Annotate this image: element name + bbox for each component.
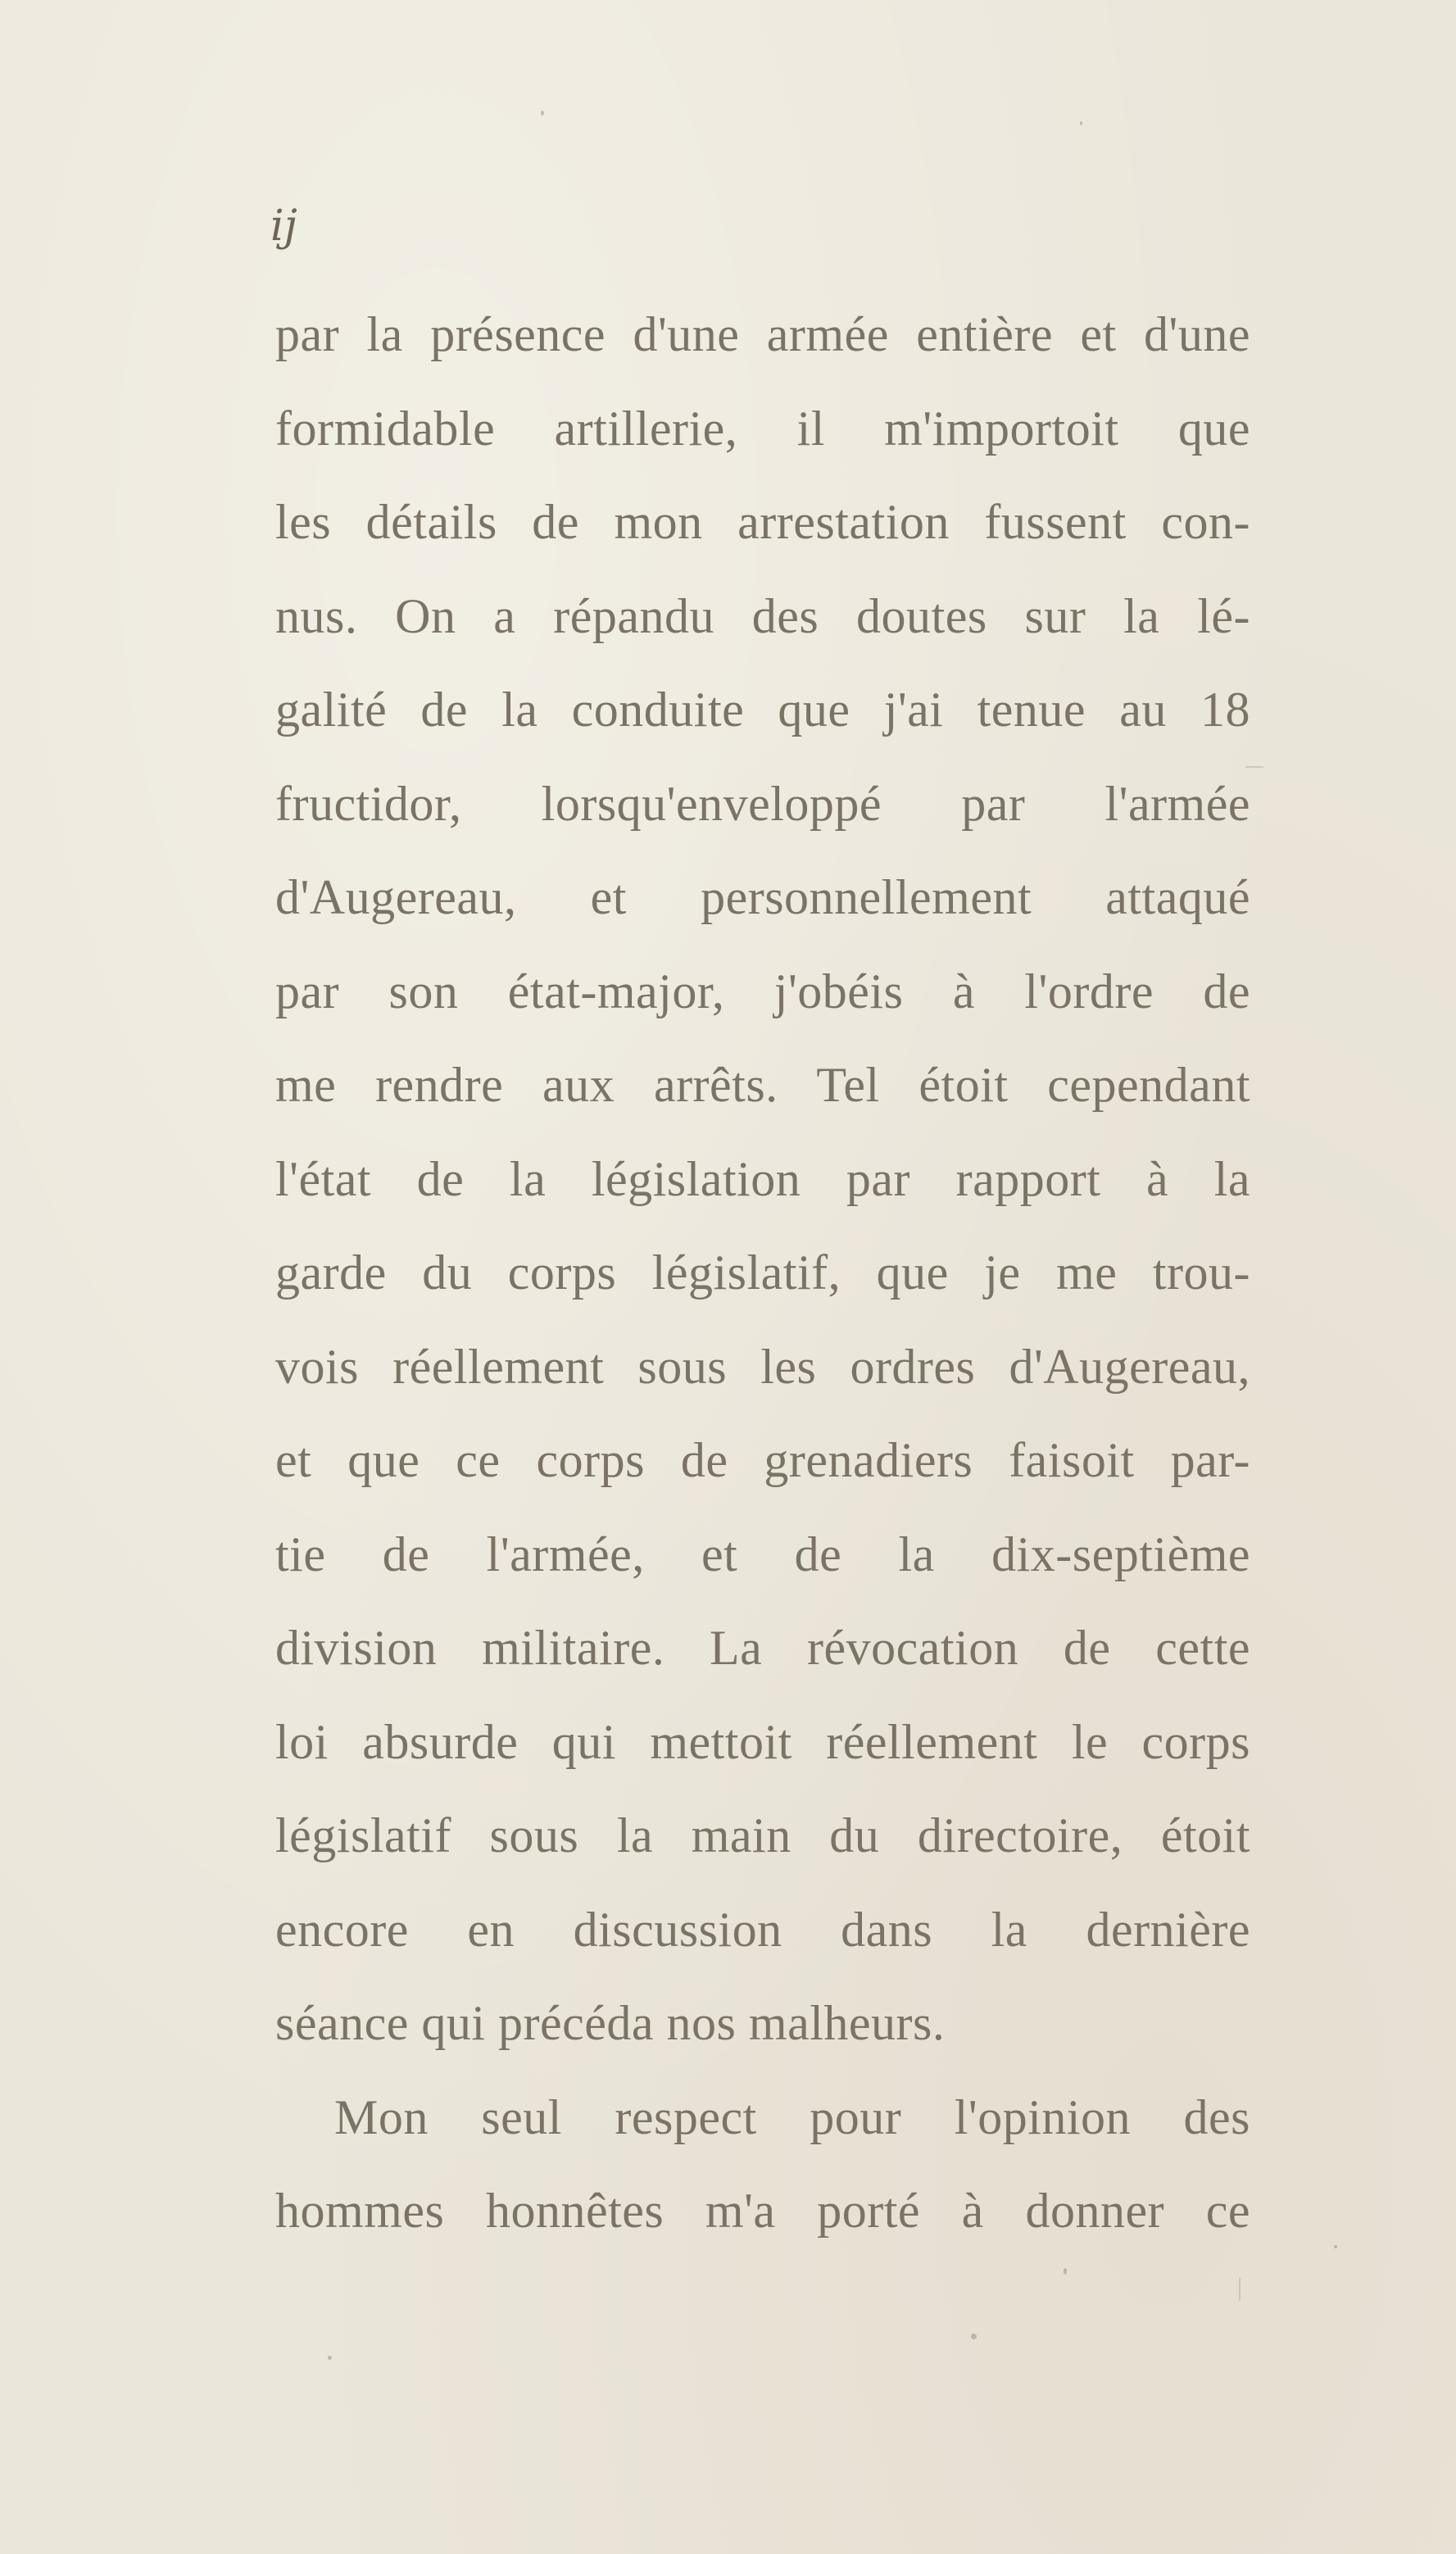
- text-line: d'Augereau, et personnellement attaqué: [275, 870, 1250, 924]
- text-line: hommes honnêtes m'a porté à donner ce: [275, 2184, 1250, 2238]
- text-line: vois réellement sous les ordres d'Augereau,: [275, 1339, 1250, 1394]
- text-line: l'état de la législation par rapport à la: [275, 1151, 1250, 1206]
- page-folio: ij: [270, 202, 297, 251]
- text-line: nus. On a répandu des doutes sur la lé-: [275, 588, 1250, 643]
- paragraph-start-line: Mon seul respect pour l'opinion des: [334, 2089, 1250, 2144]
- body-text: [275, 302, 1250, 2272]
- text-line: me rendre aux arrêts. Tel étoit cependant: [275, 1058, 1250, 1112]
- paper-speck: [1334, 2245, 1337, 2248]
- text-line: législatif sous la main du directoire, étoit: [275, 1808, 1250, 1862]
- text-line: les détails de mon arrestation fussent con-: [275, 495, 1250, 549]
- paper-speck: [328, 2356, 332, 2360]
- text-line: fructidor, lorsqu'enveloppé par l'armée: [275, 776, 1250, 831]
- text-line: garde du corps législatif, que je me trou-: [275, 1245, 1250, 1300]
- text-line: par la présence d'une armée entière et d'une: [275, 307, 1250, 361]
- paper-speck: [971, 2334, 977, 2339]
- text-line: galité de la conduite que j'ai tenue au 18: [275, 683, 1250, 737]
- paper-speck: [1080, 121, 1082, 125]
- text-line: encore en discussion dans la dernière: [275, 1902, 1250, 1957]
- text-line: tie de l'armée, et de la dix-septième: [275, 1527, 1250, 1581]
- paper-mark: [1239, 2278, 1241, 2301]
- text-line: division militaire. La révocation de cette: [275, 1621, 1250, 1675]
- paper-speck: [541, 111, 544, 116]
- text-line: loi absurde qui mettoit réellement le corps: [275, 1714, 1250, 1769]
- text-line: formidable artillerie, il m'importoit que: [275, 401, 1250, 456]
- text-line: séance qui précéda nos malheurs.: [275, 1996, 946, 2050]
- text-line: par son état-major, j'obéis à l'ordre de: [275, 964, 1250, 1018]
- text-line: et que ce corps de grenadiers faisoit par-: [275, 1433, 1250, 1487]
